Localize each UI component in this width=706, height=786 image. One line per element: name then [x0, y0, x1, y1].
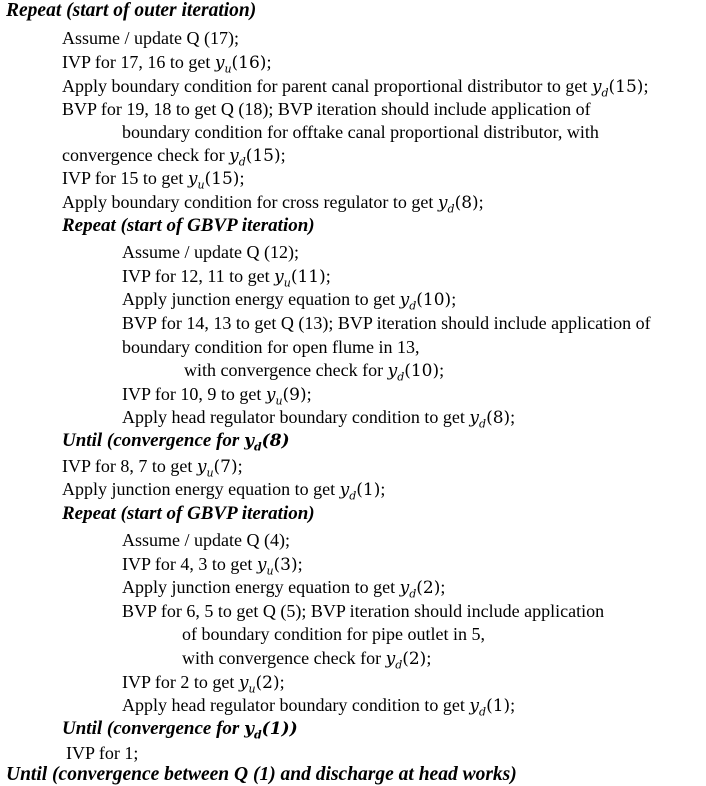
- line-suffix: ;: [266, 52, 272, 72]
- math-subscript: d: [253, 728, 262, 742]
- line-1: [6, 0, 256, 22]
- line-5: [62, 98, 591, 120]
- line-text: Apply junction energy equation to get: [122, 289, 400, 309]
- math-argument: (1): [486, 696, 511, 716]
- line-text: Apply junction energy equation to get: [122, 577, 400, 597]
- line-text: IVP for 15 to get: [62, 168, 188, 188]
- line-text: of boundary condition for pipe outlet in 5,: [182, 624, 485, 644]
- line-text: IVP for 4, 3 to get: [122, 554, 257, 574]
- line-text: with convergence check for: [182, 648, 386, 668]
- math-variable-y: $y_d$: [399, 578, 417, 601]
- line-text: BVP for 6, 5 to get Q (5); BVP iteration should include application: [122, 601, 605, 621]
- line-10: [62, 215, 315, 237]
- line-33: [6, 764, 517, 786]
- math-subscript: d: [238, 155, 246, 169]
- math-subscript: d: [349, 489, 357, 503]
- line-suffix: ;: [439, 360, 445, 380]
- math-variable-y: $y_d$: [437, 193, 455, 216]
- line-suffix: ;: [380, 479, 386, 499]
- line-suffix: ;: [325, 266, 331, 286]
- math-argument: (: [261, 431, 270, 451]
- math-argument: (2): [255, 673, 280, 693]
- line-suffix: ;: [279, 672, 285, 692]
- math-argument: (10): [404, 361, 440, 381]
- line-text: IVP for 12, 11 to get: [122, 266, 275, 286]
- math-argument: (2): [416, 578, 441, 598]
- line-suffix: ;: [451, 289, 457, 309]
- math-argument: (7): [213, 457, 238, 477]
- line-text: Apply boundary condition for cross regulator to get: [62, 192, 438, 212]
- line-11: [122, 241, 299, 263]
- math-subscript: u: [248, 682, 256, 696]
- line-text: Until (convergence between Q (1) and discharge at head works): [6, 764, 517, 785]
- line-suffix: ;: [510, 407, 516, 427]
- line-text: IVP for 8, 7 to get: [62, 456, 197, 476]
- line-suffix: ;: [237, 456, 243, 476]
- math-argument: (8): [454, 193, 479, 213]
- math-argument: (8): [486, 408, 511, 428]
- math-variable-y: $y_u$: [274, 267, 291, 290]
- math-subscript: d: [409, 587, 417, 601]
- math-argument: (10): [416, 290, 452, 310]
- line-text: Assume / update Q (12);: [122, 242, 299, 262]
- math-variable-y: $y_u$: [238, 673, 256, 696]
- line-text: Repeat (start of outer iteration): [6, 0, 257, 21]
- line-suffix: ;: [297, 554, 303, 574]
- line-suffix: ;: [426, 648, 432, 668]
- math-subscript: d: [253, 440, 262, 454]
- line-text: Until (convergence for: [62, 430, 245, 451]
- math-argument: (: [261, 719, 270, 739]
- line-22: [62, 503, 315, 525]
- math-subscript: u: [206, 466, 214, 480]
- line-text: Assume / update Q (4);: [122, 530, 290, 550]
- line-text: BVP for 19, 18 to get Q (18); BVP iteration should include application of: [62, 99, 591, 119]
- line-23: [122, 529, 290, 551]
- line-text: boundary condition for open flume in 13,: [122, 337, 420, 357]
- line-text: with convergence check for: [184, 360, 388, 380]
- math-variable-y: $y_u$: [196, 457, 214, 480]
- math-subscript: u: [275, 394, 283, 408]
- line-text: IVP for 17, 16 to get: [62, 52, 215, 72]
- math-subscript: u: [197, 178, 205, 192]
- line-15: [122, 336, 419, 358]
- math-subscript: d: [397, 370, 405, 384]
- line-suffix: ;: [239, 168, 245, 188]
- line-text: Until (convergence for: [62, 718, 245, 739]
- line-6: [122, 121, 599, 143]
- math-variable-y: $y_d$: [399, 290, 417, 313]
- line-suffix: ;: [280, 145, 286, 165]
- math-subscript: d: [395, 658, 403, 672]
- math-variable-y: $y_d$: [387, 361, 405, 384]
- math-variable-y: $y_d$: [339, 480, 357, 503]
- line-text: Repeat (start of GBVP iteration): [62, 215, 315, 236]
- math-argument-bold: 8: [269, 431, 282, 451]
- math-variable-y: $y_d$: [244, 719, 262, 742]
- line-suffix: )): [281, 719, 298, 739]
- line-text: Assume / update Q (17);: [62, 28, 239, 48]
- line-text: boundary condition for offtake canal proportional distributor, with: [122, 122, 599, 142]
- math-variable-y: $y_u$: [265, 385, 283, 408]
- line-suffix: ;: [478, 192, 484, 212]
- math-argument: (2): [402, 649, 427, 669]
- math-subscript: d: [409, 299, 417, 313]
- math-variable-y: $y_u$: [214, 53, 232, 76]
- line-suffix: ;: [440, 577, 446, 597]
- line-26: [122, 600, 604, 622]
- line-text: BVP for 14, 13 to get Q (13); BVP iteration should include application of: [122, 313, 651, 333]
- math-argument: (3): [273, 555, 298, 575]
- math-subscript: d: [447, 202, 455, 216]
- line-suffix: ;: [643, 76, 649, 96]
- math-argument: (15): [245, 146, 281, 166]
- math-subscript: d: [601, 86, 609, 100]
- line-2: [62, 27, 239, 49]
- line-text: convergence check for: [62, 145, 230, 165]
- math-argument: (16): [231, 53, 267, 73]
- math-argument: (15): [204, 169, 240, 189]
- line-text: Apply junction energy equation to get: [62, 479, 340, 499]
- math-subscript: u: [283, 276, 291, 290]
- line-suffix: ;: [306, 384, 312, 404]
- line-text: Repeat (start of GBVP iteration): [62, 503, 315, 524]
- line-32: [66, 742, 138, 764]
- line-text: Apply head regulator boundary condition to get: [122, 407, 470, 427]
- math-variable-y: $y_u$: [187, 169, 205, 192]
- math-argument: (15): [608, 77, 644, 97]
- math-subscript: u: [224, 62, 232, 76]
- line-14: [122, 312, 651, 334]
- math-argument: (1): [356, 480, 381, 500]
- math-subscript: d: [479, 417, 487, 431]
- math-subscript: u: [266, 564, 274, 578]
- line-text: Apply boundary condition for parent canal proportional distributor to get: [62, 76, 592, 96]
- line-suffix: ): [281, 431, 290, 451]
- line-text: IVP for 2 to get: [122, 672, 239, 692]
- math-argument: (9): [282, 385, 307, 405]
- line-27: [182, 623, 485, 645]
- math-variable-y: $y_d$: [244, 431, 262, 454]
- line-text: IVP for 1;: [66, 743, 139, 763]
- math-argument-bold: 1: [269, 719, 282, 739]
- line-text: Apply head regulator boundary condition to get: [122, 695, 470, 715]
- line-suffix: ;: [510, 695, 516, 715]
- math-subscript: d: [479, 705, 487, 719]
- line-text: IVP for 10, 9 to get: [122, 384, 266, 404]
- math-variable-y: $y_d$: [469, 408, 487, 431]
- math-variable-y: $y_d$: [469, 696, 487, 719]
- math-argument: (11): [290, 267, 326, 287]
- math-variable-y: $y_d$: [591, 77, 609, 100]
- math-variable-y: $y_u$: [256, 555, 274, 578]
- math-variable-y: $y_d$: [229, 146, 246, 169]
- math-variable-y: $y_d$: [385, 649, 403, 672]
